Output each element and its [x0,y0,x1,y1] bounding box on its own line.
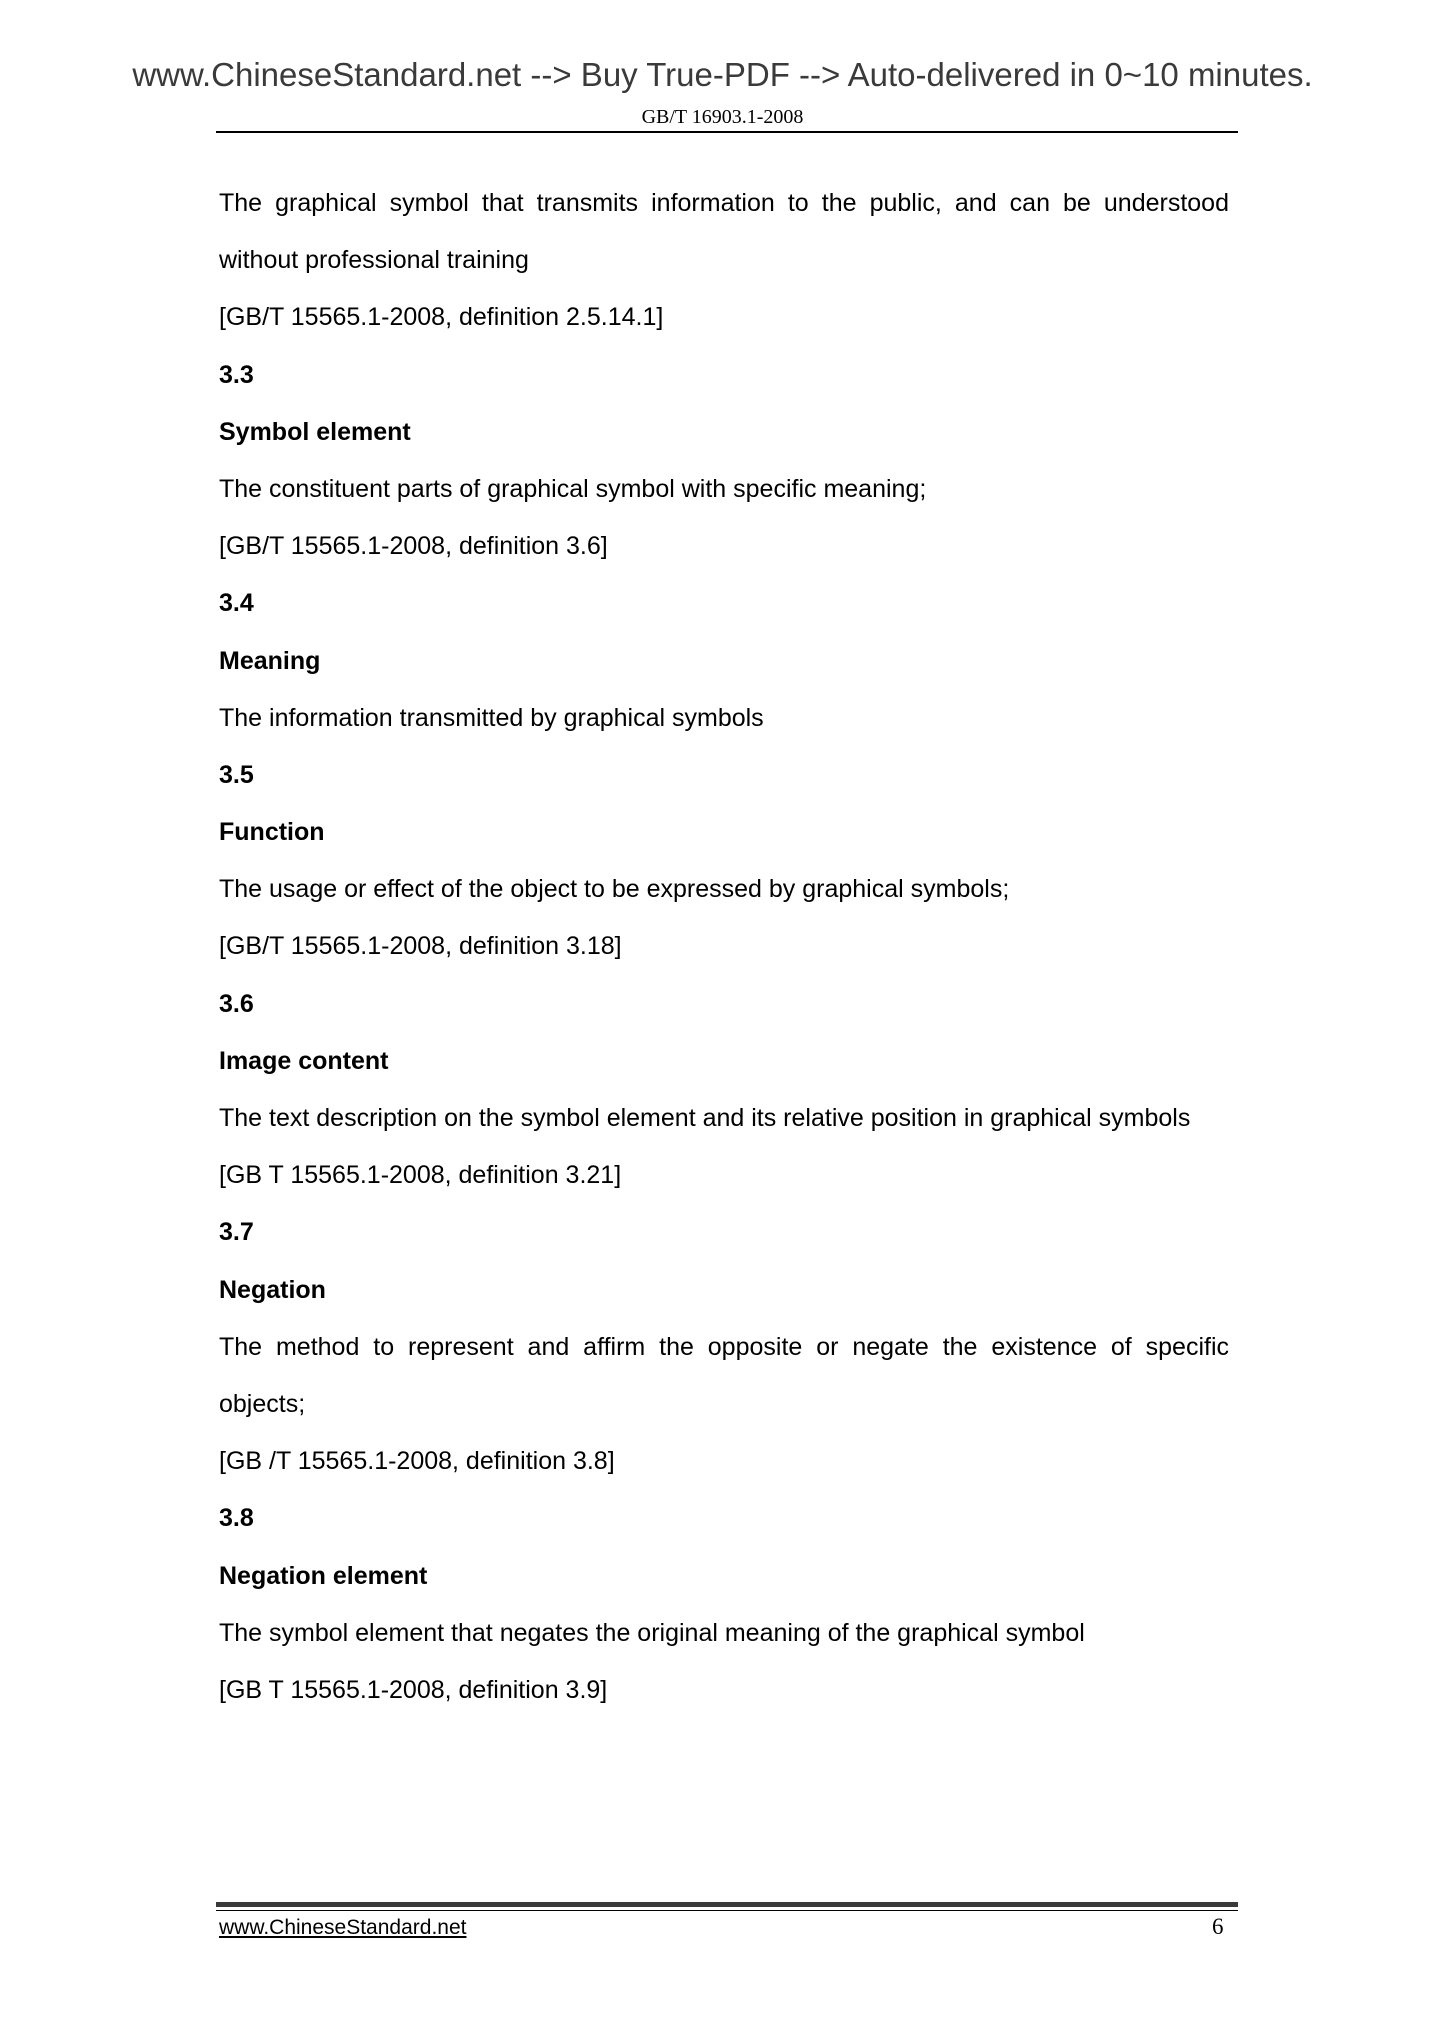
term-symbol-element: Symbol element [219,417,411,446]
section-number-3-7: 3.7 [219,1218,254,1247]
section-number-3-8: 3.8 [219,1504,254,1533]
term-meaning: Meaning [219,646,321,675]
definition-image-content: The text description on the symbol element and its relative position in graphical symbols [219,1104,1191,1132]
section-number-3-4: 3.4 [219,589,254,618]
definition-symbol-element: The constituent parts of graphical symbol with specific meaning; [219,474,927,503]
standard-code: GB/T 16903.1-2008 [641,106,804,128]
reference-3-6: [GB T 15565.1-2008, definition 3.21] [219,1161,622,1190]
reference-3-7: [GB /T 15565.1-2008, definition 3.8] [219,1447,615,1476]
header-divider [216,131,1238,133]
intro-definition-line: The graphical symbol that transmits information to the public, and can be understood [219,189,1229,217]
definition-meaning: The information transmitted by graphical symbols [219,703,764,732]
section-number-3-3: 3.3 [219,360,254,389]
definition-negation-continuation: objects; [219,1389,306,1418]
definition-function: The usage or effect of the object to be expressed by graphical symbols; [219,875,1010,904]
footer-divider-thick [216,1902,1238,1907]
intro-reference: [GB/T 15565.1-2008, definition 2.5.14.1] [219,303,664,332]
term-function: Function [219,818,325,847]
term-negation-element: Negation element [219,1561,428,1590]
definition-negation-line: The method to represent and affirm the opposite or negate the existence of specific [219,1332,1229,1361]
reference-3-3: [GB/T 15565.1-2008, definition 3.6] [219,532,608,561]
definition-negation-element: The symbol element that negates the original meaning of the graphical symbol [219,1618,1085,1647]
intro-definition-continuation: without professional training [219,246,529,275]
section-number-3-5: 3.5 [219,760,254,789]
term-negation: Negation [219,1275,326,1304]
footer-divider-thin [216,1910,1238,1911]
reference-3-5: [GB/T 15565.1-2008, definition 3.18] [219,932,622,961]
footer-website-link[interactable]: www.ChineseStandard.net [219,1916,467,1939]
document-body [219,183,1229,1727]
page-number: 6 [1212,1914,1224,1939]
term-image-content: Image content [219,1046,389,1075]
section-number-3-6: 3.6 [219,989,254,1018]
banner-text[interactable]: www.ChineseStandard.net --> Buy True-PDF --> Auto-delivered in 0~10 minutes. [132,56,1313,93]
reference-3-8: [GB T 15565.1-2008, definition 3.9] [219,1675,608,1704]
